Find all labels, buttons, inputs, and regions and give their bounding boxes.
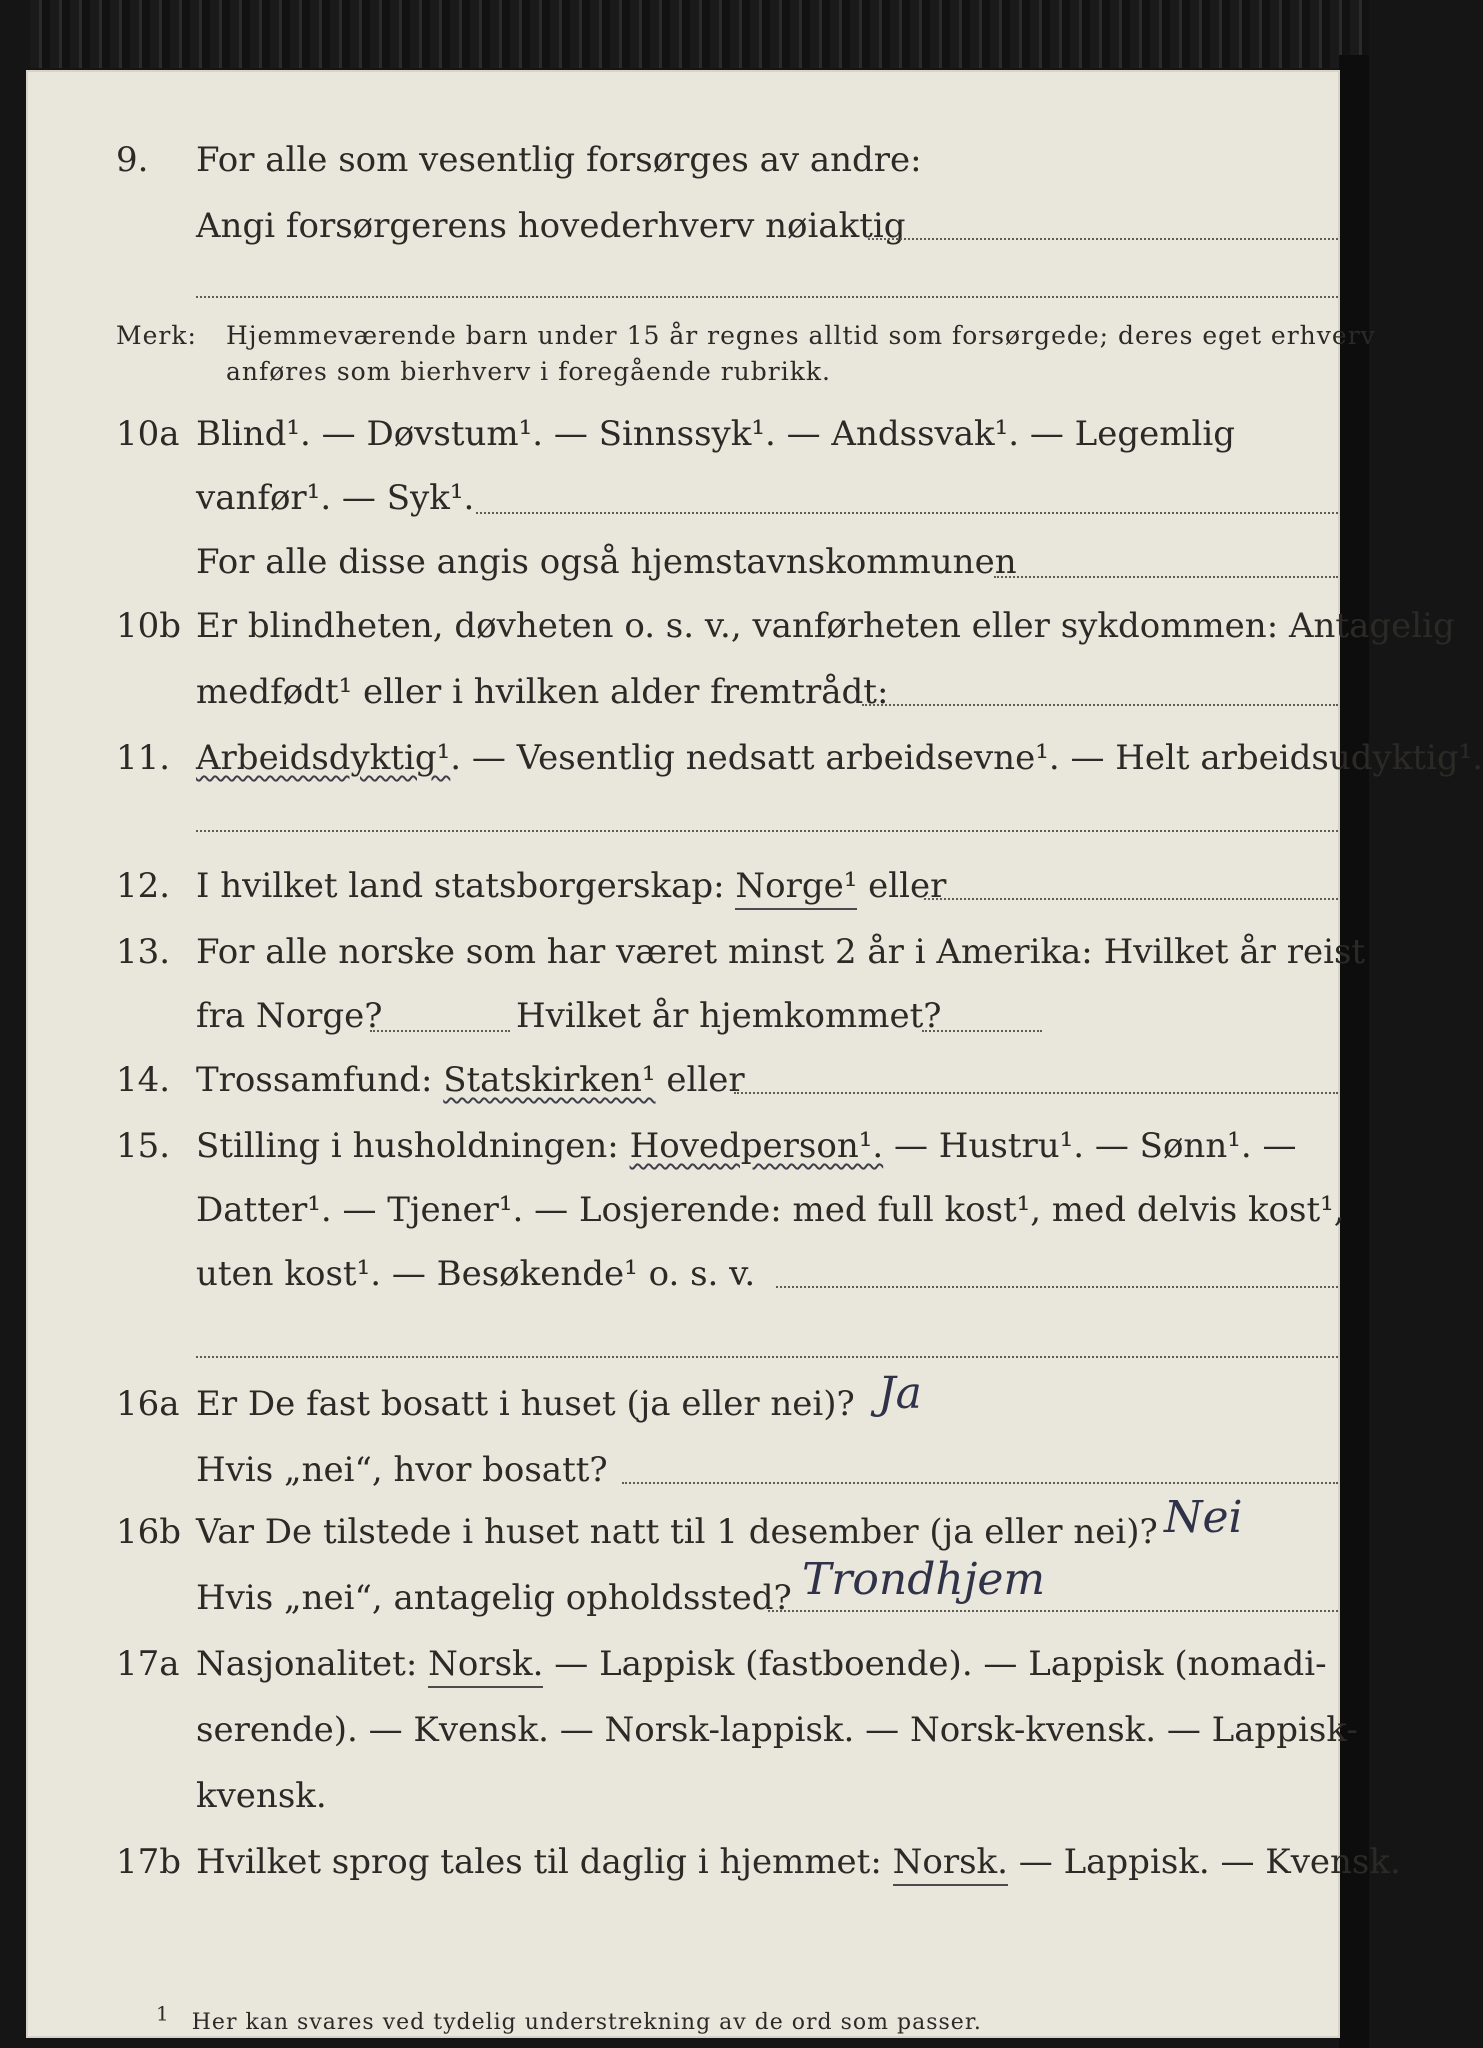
- q10a-answer-line[interactable]: [476, 512, 1338, 514]
- q10a-line3: [26, 532, 1340, 592]
- q15-text-post: — Hustru¹. — Sønn¹. —: [883, 1126, 1297, 1166]
- q10b-answer-line[interactable]: [862, 704, 1338, 706]
- q17a-text-post: — Lappisk (fastboende). — Lappisk (nomadi-: [543, 1644, 1327, 1684]
- q10a-text-3: For alle disse angis også hjemstavnskommunen: [196, 542, 1017, 582]
- q10a-number: 10a: [116, 414, 180, 454]
- q10a-line2: [26, 468, 1340, 528]
- q15-text: Stilling i husholdningen:: [196, 1126, 630, 1166]
- q10a-line1: [26, 404, 1340, 464]
- q15-option-hovedperson[interactable]: Hovedperson¹.: [629, 1126, 884, 1166]
- q13-line2: [26, 986, 1340, 1046]
- q17a-text: Nasjonalitet:: [196, 1644, 429, 1684]
- q17b-line: [26, 1832, 1401, 1892]
- q17a-text-3: kvensk.: [196, 1776, 327, 1816]
- q13-year-returned-line[interactable]: [922, 1030, 1042, 1032]
- q10a-text-2: vanfør¹. — Syk¹.: [196, 478, 475, 518]
- q16b-text-2: Hvis „nei“, antagelig opholdssted?: [196, 1578, 792, 1618]
- q12-option-norge[interactable]: Norge¹: [735, 866, 857, 910]
- q16a-answer-line[interactable]: [622, 1482, 1338, 1484]
- q9-text: For alle som vesentlig forsørges av andre:: [196, 140, 922, 180]
- merk-text-2: anføres som bierhverv i foregående rubrikk.: [226, 357, 831, 386]
- q16b-text: Var De tilstede i huset natt til 1 desember (ja eller nei)?: [196, 1512, 1158, 1552]
- q9-line1: [26, 130, 1340, 190]
- q13-text-hjemkommet: Hvilket år hjemkommet?: [516, 996, 942, 1036]
- q10b-line1: [26, 596, 1455, 656]
- q13-line1: [26, 922, 1366, 982]
- q17b-option-norsk[interactable]: Norsk.: [893, 1842, 1008, 1886]
- q12-line: [26, 856, 1340, 916]
- q10b-number: 10b: [116, 606, 182, 646]
- q9-number: 9.: [116, 140, 149, 180]
- q16a-line2: [26, 1440, 1340, 1500]
- q15-number: 15.: [116, 1126, 171, 1166]
- q17b-text: Hvilket sprog tales til daglig i hjemmet:: [196, 1842, 893, 1882]
- q12-text-post: eller: [857, 866, 947, 906]
- q17a-line2: [26, 1700, 1358, 1760]
- q17b-number: 17b: [116, 1842, 182, 1882]
- q9-line2: [26, 196, 1340, 256]
- q15-line3: [26, 1244, 1340, 1304]
- q11-line: [26, 728, 1483, 788]
- q16b-line2: [26, 1568, 1340, 1628]
- q12-text: I hvilket land statsborgerskap:: [196, 866, 736, 906]
- q15-text-2: Datter¹. — Tjener¹. — Losjerende: med full kost¹, med delvis kost¹,: [196, 1190, 1345, 1230]
- q12-answer-line[interactable]: [924, 898, 1338, 900]
- q13-number: 13.: [116, 932, 171, 972]
- scan-top-edge: [30, 0, 1369, 68]
- q16b-number: 16b: [116, 1512, 182, 1552]
- footnote: [156, 2001, 982, 2035]
- q14-text-post: eller: [655, 1060, 745, 1100]
- q15-answer-line[interactable]: [776, 1286, 1338, 1288]
- q15-answer-line-2[interactable]: [196, 1356, 1338, 1358]
- q16a-text: Er De fast bosatt i huset (ja eller nei)?: [196, 1384, 855, 1424]
- q15-line1: [26, 1116, 1340, 1176]
- q16a-line1: [26, 1374, 1340, 1434]
- q14-text: Trossamfund:: [196, 1060, 444, 1100]
- q14-answer-line[interactable]: [734, 1092, 1338, 1094]
- q11-answer-line[interactable]: [196, 830, 1338, 832]
- q10b-text-2: medfødt¹ eller i hvilken alder fremtrådt:: [196, 672, 889, 712]
- q10b-line2: [26, 662, 1340, 722]
- q17b-text-post: — Lappisk. — Kvensk.: [1007, 1842, 1401, 1882]
- q16b-answer-line[interactable]: [768, 1610, 1338, 1612]
- merk-text: Hjemmeværende barn under 15 år regnes alltid som forsørgede; deres eget erhverv: [226, 321, 1376, 350]
- q9-text-2: Angi forsørgerens hovederhverv nøiaktig: [196, 206, 906, 246]
- q16a-text-2: Hvis „nei“, hvor bosatt?: [196, 1450, 608, 1490]
- q14-number: 14.: [116, 1060, 171, 1100]
- q16a-handwritten-answer[interactable]: Ja: [878, 1368, 922, 1419]
- q17a-line3: [26, 1766, 1340, 1826]
- q13-text: For alle norske som har været minst 2 år i Amerika: Hvilket år reist: [196, 932, 1366, 972]
- q17a-number: 17a: [116, 1644, 180, 1684]
- q17a-text-2: serende). — Kvensk. — Norsk-lappisk. — Norsk-kvensk. — Lappisk-: [196, 1710, 1358, 1750]
- q14-option-statskirken[interactable]: Statskirken¹: [443, 1060, 656, 1100]
- q16b-line1: [26, 1502, 1340, 1562]
- q10a-text: Blind¹. — Døvstum¹. — Sinnssyk¹. — Andssvak¹. — Legemlig: [196, 414, 1235, 454]
- footnote-mark: 1: [156, 2001, 170, 2026]
- q17a-option-norsk[interactable]: Norsk.: [428, 1644, 543, 1688]
- q16b-handwritten-answer[interactable]: Nei: [1164, 1492, 1243, 1543]
- q12-number: 12.: [116, 866, 171, 906]
- q9-answer-line-2[interactable]: [196, 296, 1338, 298]
- q15-text-3: uten kost¹. — Besøkende¹ o. s. v.: [196, 1254, 756, 1294]
- footnote-text: Her kan svares ved tydelig understrekning av de ord som passer.: [191, 2010, 982, 2035]
- q11-text: . — Vesentlig nedsatt arbeidsevne¹. — Helt arbeidsudyktig¹.: [450, 738, 1483, 778]
- q14-line: [26, 1050, 1340, 1110]
- q10b-text: Er blindheten, døvheten o. s. v., vanførheten eller sykdommen: Antagelig: [196, 606, 1455, 646]
- q10a-hometown-line[interactable]: [994, 576, 1338, 578]
- census-form-page: [26, 70, 1483, 2038]
- q15-line2: [26, 1180, 1345, 1240]
- q13-text-reist: fra Norge?: [196, 996, 383, 1036]
- q16a-number: 16a: [116, 1384, 180, 1424]
- q16b-handwritten-place[interactable]: Trondhjem: [802, 1554, 1046, 1605]
- q9-answer-line[interactable]: [868, 238, 1338, 240]
- q17a-line1: [26, 1634, 1340, 1694]
- q13-year-left-line[interactable]: [370, 1030, 510, 1032]
- merk-label: Merk:: [116, 321, 197, 350]
- q11-number: 11.: [116, 738, 171, 778]
- q11-option-arbeidsdyktig[interactable]: Arbeidsdyktig¹: [196, 738, 451, 778]
- merk-line2: [26, 342, 1340, 402]
